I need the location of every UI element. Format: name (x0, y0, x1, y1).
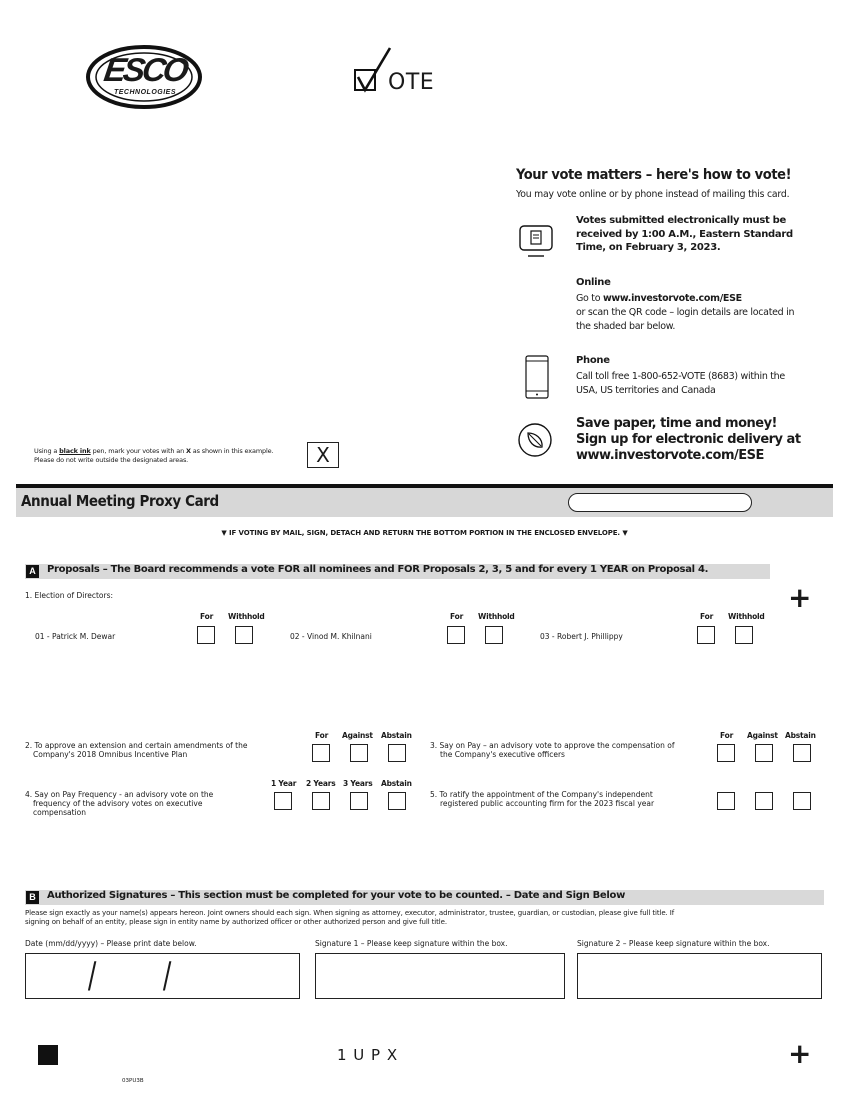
instructions-title: Your vote matters – here's how to vote! (516, 167, 792, 183)
form-id: 03PU3B (122, 1078, 144, 1084)
plus-mark-bottom: + (788, 1037, 812, 1070)
election-label: 1. Election of Directors: (25, 591, 114, 600)
section-a-letter: A (26, 565, 39, 578)
section-b-letter: B (26, 891, 39, 904)
proposal-3-abstain-checkbox[interactable] (793, 744, 811, 762)
footer-code: 1 U P X (337, 1046, 399, 1064)
esco-logo-tagline: TECHNOLOGIES (113, 89, 176, 96)
col-withhold-2: Withhold (478, 612, 515, 621)
save-line2: Sign up for electronic delivery at (576, 432, 801, 447)
proposal-4-abstain-checkbox[interactable] (388, 792, 406, 810)
col-for-3: For (700, 612, 714, 621)
proposal-3-against-checkbox[interactable] (755, 744, 773, 762)
nominee-1-withhold-checkbox[interactable] (235, 626, 253, 644)
header-bar (16, 488, 833, 517)
p4-col-abstain: Abstain (381, 779, 412, 788)
proposal-2-for-checkbox[interactable] (312, 744, 330, 762)
proposal-5-for-checkbox[interactable] (717, 792, 735, 810)
nominee-2-for-checkbox[interactable] (447, 626, 465, 644)
phone-text: Call toll free 1-800-652-VOTE (8683) within the USA, US territories and Canada (576, 371, 785, 396)
phone-icon (524, 354, 550, 405)
p3-col-abstain: Abstain (785, 731, 816, 740)
example-mark: X (316, 443, 330, 467)
date-separator-1: / (87, 955, 97, 996)
proposal-5-text: 5. To ratify the appointment of the Company's independent registered public accounting firm for the 2023 fiscal year (430, 790, 655, 808)
proposal-4-2years-checkbox[interactable] (312, 792, 330, 810)
section-b-instructions: Please sign exactly as your name(s) appears hereon. Joint owners should each sign. When signing as attorney, executor, administrator, trustee, guardian, or custodian, please give full title. If signing on behalf of an entity, please sign in entity name by authorized officer or other authorized person and give full title. (25, 909, 675, 926)
plus-mark-top: + (788, 581, 812, 614)
proposal-2-against-checkbox[interactable] (350, 744, 368, 762)
esco-logo-brand: ESCO (101, 51, 189, 88)
proposal-5-against-checkbox[interactable] (755, 792, 773, 810)
registration-square (38, 1045, 58, 1065)
save-url[interactable]: www.investorvote.com/ESE (576, 448, 764, 463)
section-a-title: Proposals – The Board recommends a vote FOR all nominees and FOR Proposals 2, 3, 5 and for every 1 YEAR on Proposal 4. (47, 564, 709, 575)
detach-note: ▼ IF VOTING BY MAIL, SIGN, DETACH AND RETURN THE BOTTOM PORTION IN THE ENCLOSED ENVELOPE. ▼ (221, 529, 628, 537)
p2-col-against: Against (342, 731, 373, 740)
proposal-4-1year-checkbox[interactable] (274, 792, 292, 810)
proposal-4-3years-checkbox[interactable] (350, 792, 368, 810)
nominee-3-for-checkbox[interactable] (697, 626, 715, 644)
instructions-subtitle: You may vote online or by phone instead of mailing this card. (516, 189, 790, 200)
nominee-2: 02 - Vinod M. Khilnani (290, 632, 372, 641)
col-withhold-1: Withhold (228, 612, 265, 621)
online-line2: or scan the QR code – login details are located in the shaded bar below. (576, 307, 795, 332)
vote-logo (352, 44, 442, 94)
p4-col-1year: 1 Year (271, 779, 297, 788)
online-line1-prefix: Go to (576, 293, 603, 304)
signature-2-label: Signature 2 – Please keep signature within the box. (577, 939, 770, 948)
p3-col-against: Against (747, 731, 778, 740)
signature-1-box[interactable] (315, 953, 565, 999)
leaf-icon (517, 422, 553, 463)
p4-col-2years: 2 Years (306, 779, 336, 788)
col-for-1: For (200, 612, 214, 621)
online-url[interactable]: www.investorvote.com/ESE (602, 293, 742, 304)
proposal-2-abstain-checkbox[interactable] (388, 744, 406, 762)
pen-instructions: Using a black ink pen, mark your votes with an X as shown in this example. Please do not write outside the designated areas. (34, 447, 274, 464)
signature-2-box[interactable] (577, 953, 822, 999)
online-text (576, 292, 796, 334)
date-label: Date (mm/dd/yyyy) – Please print date below. (25, 939, 197, 948)
p4-col-3years: 3 Years (343, 779, 373, 788)
proposal-3-text: 3. Say on Pay – an advisory vote to approve the compensation of the Company's executive officers (430, 741, 675, 759)
p2-col-abstain: Abstain (381, 731, 412, 740)
date-separator-2: / (162, 955, 172, 996)
date-input-box[interactable] (25, 953, 300, 999)
electronic-deadline: Votes submitted electronically must be received by 1:00 A.M., Eastern Standard Time, on February 3, 2023. (576, 215, 793, 253)
save-paper (576, 416, 836, 464)
example-mark-box (307, 442, 339, 468)
proposal-2-text: 2. To approve an extension and certain amendments of the Company's 2018 Omnibus Incentive Plan (25, 741, 248, 759)
p3-col-for: For (720, 731, 734, 740)
proposal-4-text: 4. Say on Pay Frequency - an advisory vote on the frequency of the advisory votes on executive compensation (25, 790, 214, 817)
nominee-1-for-checkbox[interactable] (197, 626, 215, 644)
proposal-3-for-checkbox[interactable] (717, 744, 735, 762)
nominee-2-withhold-checkbox[interactable] (485, 626, 503, 644)
login-pill (568, 493, 752, 512)
nominee-3-withhold-checkbox[interactable] (735, 626, 753, 644)
col-withhold-3: Withhold (728, 612, 765, 621)
online-heading: Online (576, 277, 611, 288)
section-b-title: Authorized Signatures – This section must be completed for your vote to be counted. – Date and Sign Below (47, 890, 626, 901)
p2-col-for: For (315, 731, 329, 740)
phone-heading: Phone (576, 355, 610, 366)
computer-icon (518, 222, 554, 263)
black-ink-emphasis: black ink (59, 447, 91, 455)
col-for-2: For (450, 612, 464, 621)
save-line1: Save paper, time and money! (576, 416, 777, 431)
nominee-1: 01 - Patrick M. Dewar (35, 632, 116, 641)
esco-logo (85, 43, 203, 111)
vote-logo-text: OTE (388, 70, 435, 95)
signature-1-label: Signature 1 – Please keep signature within the box. (315, 939, 508, 948)
header-title: Annual Meeting Proxy Card (21, 492, 219, 510)
nominee-3: 03 - Robert J. Phillippy (540, 632, 623, 641)
proposal-5-abstain-checkbox[interactable] (793, 792, 811, 810)
